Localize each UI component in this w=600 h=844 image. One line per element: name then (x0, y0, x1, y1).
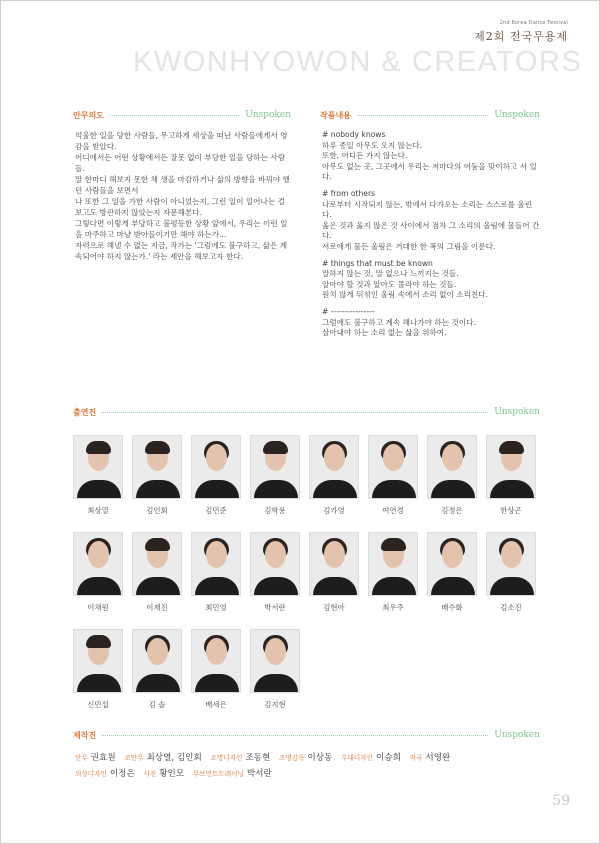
intent-paragraph: 말 한마디 해보지 못한 채 생을 마감하거나 삶의 방향을 바꿔야 했던 사람들을 보면서 (75, 175, 290, 195)
cast-member-name: 최우주 (382, 603, 404, 612)
staff-tag: Unspoken (494, 730, 540, 740)
cast-member-card (368, 532, 418, 612)
cast-label: 출연진 (73, 407, 97, 417)
cast-member-photo (132, 532, 182, 596)
staff-name: 박서란 (246, 769, 272, 779)
stanza-heading: # nobody knows (322, 130, 386, 139)
stanza-line: 하루 종일 아무도 오지 않는다. (322, 140, 423, 150)
staff-role: 무대디자인 (341, 754, 373, 762)
stanza-line: 또한, 어디든 가지 않는다. (322, 151, 408, 161)
content-tag: Unspoken (494, 110, 540, 120)
cast-member-name: 김인회 (146, 506, 168, 515)
cast-member-card (191, 629, 241, 709)
page-title: KWONHYOWON & CREATORS (133, 46, 583, 78)
cast-member-photo (73, 629, 123, 693)
festival-english-name: 2nd Korea Dance Festival (499, 20, 568, 26)
cast-section-header (73, 405, 540, 419)
intent-paragraph: 억울한 일을 당한 사람들, 무고하게 세상을 떠난 사람들에게서 영감을 받았다. (75, 131, 288, 151)
cast-member-name: 박서란 (264, 603, 286, 612)
staff-credit (279, 753, 332, 763)
staff-name: 서영완 (425, 753, 451, 763)
cast-member-photo (132, 435, 182, 499)
cast-member-photo (73, 435, 123, 499)
staff-credit (341, 753, 401, 763)
cast-member-photo (427, 532, 477, 596)
cast-member-photo (486, 532, 536, 596)
staff-role: 안무 (75, 754, 88, 762)
staff-name: 이승희 (376, 753, 401, 763)
cast-member-card (250, 629, 300, 709)
cast-member-photo (132, 629, 182, 693)
cast-member-name: 김소진 (500, 603, 522, 612)
stanza-line: 원치 않게 뒤섞인 울림 속에서 소리 없이 소리친다. (322, 290, 489, 300)
cast-member-card (191, 532, 241, 612)
cast-member-card (73, 629, 123, 709)
staff-role: 조안무 (124, 754, 144, 762)
cast-member-name: 김가영 (323, 506, 345, 515)
cast-member-card (132, 629, 182, 709)
cast-member-photo (309, 435, 359, 499)
staff-credit (410, 753, 451, 763)
cast-member-name: 김학용 (264, 506, 286, 515)
staff-credit (75, 769, 135, 779)
intent-paragraph: 자력으로 해낼 수 없는 지금, 작가는 '그럼에도 불구하고, 삶은 계속되어야 하지 않는가.' 라는 제안을 해보고자 한다. (75, 241, 288, 261)
staff-role: 작곡 (409, 754, 423, 762)
stanza-line: 알아야 할 것과 알아도 몰라야 하는 것들. (322, 279, 457, 289)
stanza-heading: # from others (322, 188, 376, 198)
cast-member-name: 신민섭 (87, 700, 109, 709)
intent-label: 안무의도 (73, 110, 104, 120)
staff-credit (193, 769, 272, 779)
staff-role: 무브먼트트레이닝 (192, 770, 244, 778)
intent-tag: Unspoken (245, 110, 291, 120)
cast-member-name: 김지현 (264, 700, 286, 709)
cast-grid (73, 435, 543, 709)
staff-name: 조동현 (245, 753, 271, 763)
staff-name: 이상동 (307, 753, 333, 763)
content-label: 작품내용 (320, 110, 351, 120)
cast-member-name: 최민영 (205, 603, 227, 612)
content-stanza (322, 130, 540, 183)
cast-member-card (250, 435, 300, 515)
cast-member-photo (486, 435, 536, 499)
content-divider (357, 115, 488, 116)
cast-member-card (132, 532, 182, 612)
cast-member-card (309, 532, 359, 612)
stanza-line: 살아내야 하는 소리 없는 삶을 위하여. (322, 328, 447, 338)
intent-paragraph: 그렇다면 이렇게 부당하고 불평등한 상황 앞에서, 우리는 이런 일을 마주하고 마냥 받아들이기만 해야 하는가... (75, 219, 288, 239)
cast-member-card (486, 532, 536, 612)
cast-member-card (191, 435, 241, 515)
cast-member-photo (427, 435, 477, 499)
cast-member-photo (250, 629, 300, 693)
cast-member-card (486, 435, 536, 515)
cast-member-card (427, 435, 477, 515)
stanza-heading: # things that must be known (322, 258, 433, 268)
cast-member-name: 김현아 (323, 603, 345, 612)
cast-member-photo (250, 435, 300, 499)
content-stanza (322, 259, 540, 301)
cast-member-photo (368, 532, 418, 596)
staff-credit (124, 753, 201, 763)
stanza-line: 아무도 없는 곳, 그곳에서 우리는 저마다의 어둠을 맞이하고 서 있다. (322, 161, 537, 182)
intent-paragraph: 나 또한 그 일을 가한 사람이 아니었는지, 그런 일이 일어나는 걸 보고도 방관하지 않았는지 자문해본다. (75, 197, 285, 217)
cast-member-name: 이채원 (87, 603, 109, 612)
staff-credit (144, 769, 185, 779)
intent-section-header (73, 108, 291, 122)
intent-paragraph: 어디에서든 어떤 상황에서든 잘못 없이 부당한 일을 당하는 사람들. (75, 153, 286, 173)
cast-member-card (73, 532, 123, 612)
cast-member-name: 한상곤 (500, 506, 522, 515)
cast-member-photo (191, 532, 241, 596)
stanza-line: 말하지 않는 것, 말 없으나 느끼지는 것들. (322, 269, 459, 279)
cast-member-name: 최상열 (87, 506, 109, 515)
content-section-header (320, 108, 540, 122)
cast-member-name: 김민준 (205, 506, 227, 515)
stanza-heading: # ---------------- (322, 306, 375, 316)
stanza-line: 옳은 것과 옳지 않은 것 사이에서 점차 그 소리의 울림에 물들어 간다. (322, 220, 540, 241)
cast-member-card (73, 435, 123, 515)
cast-member-card (427, 532, 477, 612)
cast-member-name: 배수화 (441, 603, 463, 612)
cast-member-card (250, 532, 300, 612)
staff-role: 의상디자인 (75, 770, 107, 778)
staff-name: 최상열, 김인회 (146, 753, 202, 763)
cast-member-photo (250, 532, 300, 596)
staff-name: 권효원 (90, 753, 116, 763)
cast-tag: Unspoken (494, 407, 540, 417)
staff-label: 제작진 (73, 730, 97, 740)
cast-member-photo (191, 435, 241, 499)
stanza-line: 서로에게 물든 울림은 거대한 한 폭의 그림을 이룬다. (322, 241, 496, 251)
content-text (322, 130, 540, 345)
cast-member-photo (368, 435, 418, 499)
stanza-line: 그럼에도 불구하고 계속 해나가야 하는 것이다. (322, 317, 476, 327)
page-number: 59 (552, 793, 570, 809)
cast-member-name: 배세은 (205, 700, 227, 709)
festival-logo (474, 20, 568, 44)
staff-role: 조명디자인 (210, 754, 243, 762)
staff-credit (75, 753, 116, 763)
cast-member-photo (191, 629, 241, 693)
intent-divider (110, 115, 239, 116)
staff-role: 사진 (143, 770, 157, 778)
cast-member-card (309, 435, 359, 515)
content-stanza (322, 307, 540, 339)
cast-member-card (132, 435, 182, 515)
cast-divider (102, 412, 488, 413)
staff-name: 이정은 (109, 769, 135, 779)
festival-korean-name: 제2회 전국무용제 (474, 30, 568, 43)
cast-member-photo (73, 532, 123, 596)
cast-member-name: 김 솔 (148, 700, 166, 709)
staff-divider (102, 735, 488, 736)
cast-member-name: 김정은 (441, 506, 463, 515)
cast-member-photo (309, 532, 359, 596)
staff-role: 조명감독 (279, 754, 305, 762)
intent-text (75, 130, 293, 262)
staff-name: 황인모 (159, 769, 185, 779)
staff-list (75, 750, 535, 782)
staff-section-header (73, 728, 540, 742)
content-stanza (322, 189, 540, 253)
staff-credit (211, 753, 271, 763)
stanza-line: 나로부터 시작되지 않는, 밖에서 다가오는 소리는 스스로를 울린다. (322, 199, 533, 220)
cast-member-name: 이재진 (146, 603, 168, 612)
cast-member-card (368, 435, 418, 515)
cast-member-name: 여연경 (382, 506, 404, 515)
